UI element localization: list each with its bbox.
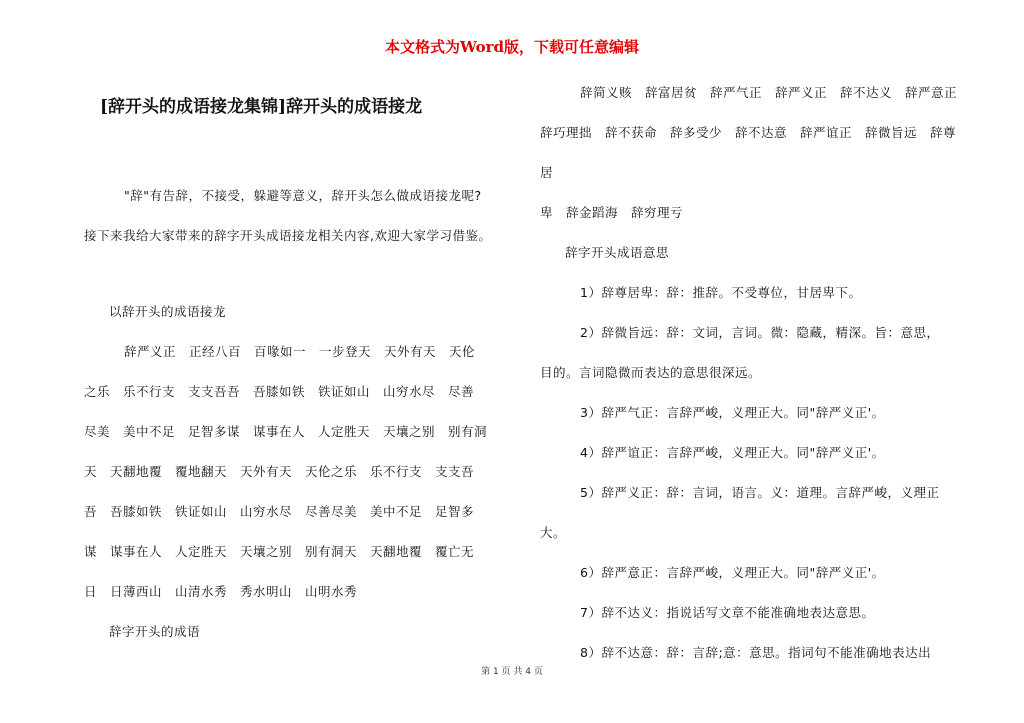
chain-line: 谋 谋事在人 人定胜天 天壤之别 别有洞天 天翻地覆 覆亡无	[84, 544, 475, 559]
page-number: 第 1 页 共 4 页	[481, 667, 543, 677]
meaning-item: 2）辞微旨远：辞：文词，言词。微：隐藏，精深。旨：意思，	[580, 325, 940, 340]
idiom-list-line: 辞巧理拙 辞不获命 辞多受少 辞不达意 辞严谊正 辞微旨远 辞尊居	[540, 125, 957, 180]
chain-line: 辞严义正 正经八百 百喙如一 一步登天 天外有天 天伦	[124, 344, 476, 359]
download-banner: 本文格式为Word版，下载可任意编辑	[384, 38, 640, 56]
meaning-item-continuation: 目的。言词隐微而表达的意思很深远。	[540, 365, 762, 380]
chain-line: 尽美 美中不足 足智多谋 谋事在人 人定胜天 天壤之别 别有洞	[84, 424, 488, 439]
meaning-item: 6）辞严意正：言辞严峻，义理正大。同"辞严义正'。	[580, 565, 885, 580]
idiom-list-line: 卑 辞金蹈海 辞穷理亏	[540, 205, 684, 220]
chain-line: 吾 吾膝如铁 铁证如山 山穷水尽 尽善尽美 美中不足 足智多	[84, 504, 475, 519]
intro-paragraph-line: "辞"有告辞，不接受，躲避等意义，辞开头怎么做成语接龙呢?	[124, 188, 482, 203]
left-column	[84, 176, 504, 652]
right-column	[540, 73, 960, 673]
chain-line: 天 天翻地覆 覆地翻天 天外有天 天伦之乐 乐不行支 支支吾	[84, 464, 475, 479]
section-heading: 辞字开头成语意思	[565, 245, 670, 260]
meaning-item-continuation: 大。	[540, 525, 567, 540]
meaning-item: 4）辞严谊正：言辞严峻，义理正大。同"辞严义正'。	[580, 445, 885, 460]
document-title: [辞开头的成语接龙集锦]辞开头的成语接龙	[100, 97, 423, 117]
section-heading: 辞字开头的成语	[109, 624, 201, 639]
chain-line: 之乐 乐不行支 支支吾吾 吾膝如铁 铁证如山 山穷水尽 尽善	[84, 384, 475, 399]
meaning-item: 5）辞严义正：辞：言词，语言。义：道理。言辞严峻，义理正	[580, 485, 940, 500]
section-heading: 以辞开头的成语接龙	[109, 304, 227, 319]
intro-paragraph-line: 接下来我给大家带来的辞字开头成语接龙相关内容,欢迎大家学习借鉴。	[84, 228, 492, 243]
meaning-item: 3）辞严气正：言辞严峻，义理正大。同"辞严义正'。	[580, 405, 885, 420]
meaning-item: 7）辞不达义：指说话写文章不能准确地表达意思。	[580, 605, 875, 620]
meaning-item: 8）辞不达意：辞：言辞;意：意思。指词句不能准确地表达出	[580, 645, 932, 660]
idiom-list-line: 辞简义赅 辞富居贫 辞严气正 辞严义正 辞不达义 辞严意正	[580, 85, 958, 100]
chain-line: 日 日薄西山 山清水秀 秀水明山 山明水秀	[84, 584, 358, 599]
meaning-item: 1）辞尊居卑：辞：推辞。不受尊位，甘居卑下。	[580, 285, 862, 300]
